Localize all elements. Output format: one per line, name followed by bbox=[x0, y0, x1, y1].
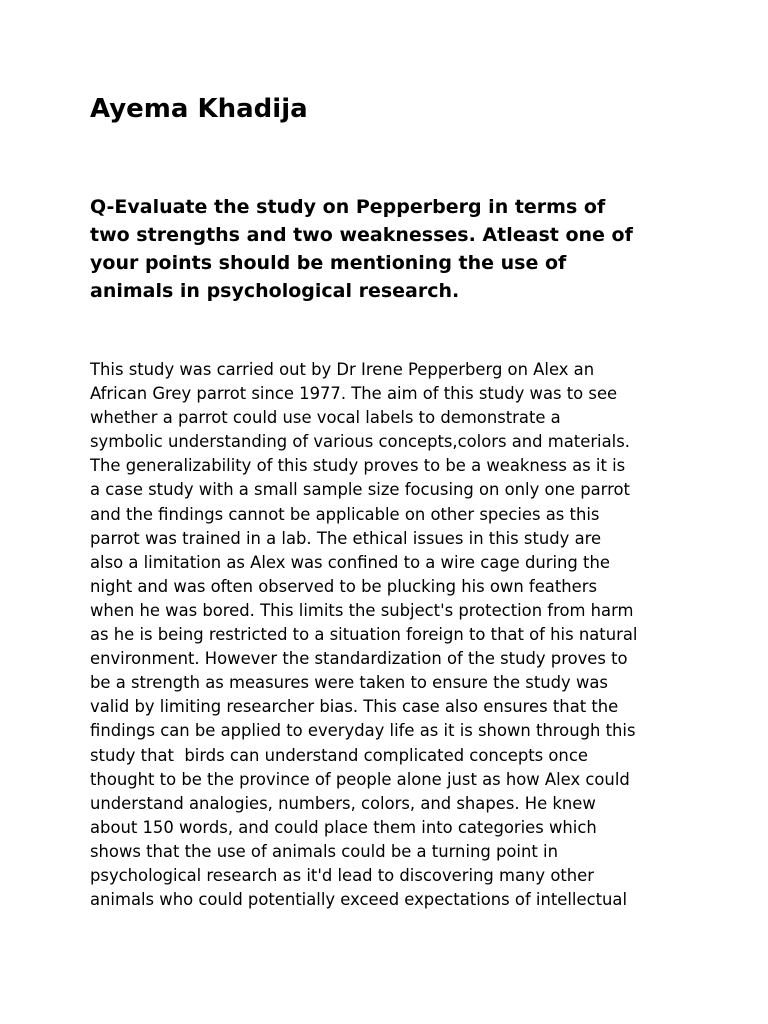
body-line: a case study with a small sample size focusing on only one parrot bbox=[90, 480, 630, 500]
body-line: and the findings cannot be applicable on other species as this bbox=[90, 504, 600, 524]
body-line: also a limitation as Alex was confined to a wire cage during the bbox=[90, 552, 610, 572]
body-line: shows that the use of animals could be a turning point in bbox=[90, 841, 558, 861]
question-line: Q-Evaluate the study on Pepperberg in terms of bbox=[90, 196, 606, 218]
body-line: environment. However the standardization of the study proves to bbox=[90, 649, 628, 669]
question-heading bbox=[90, 193, 690, 305]
body-line: findings can be applied to everyday life as it is shown through this bbox=[90, 721, 636, 741]
body-line: when he was bored. This limits the subject's protection from harm bbox=[90, 600, 634, 620]
body-line: be a strength as measures were taken to ensure the study was bbox=[90, 673, 608, 693]
body-line: as he is being restricted to a situation foreign to that of his natural bbox=[90, 625, 638, 645]
question-line: your points should be mentioning the use of bbox=[90, 252, 567, 274]
body-line: thought to be the province of people alone just as how Alex could bbox=[90, 769, 630, 789]
question-line: two strengths and two weaknesses. Atleast one of bbox=[90, 224, 633, 246]
body-line: animals who could potentially exceed expectations of intellectual bbox=[90, 890, 627, 910]
body-line: parrot was trained in a lab. The ethical issues in this study are bbox=[90, 528, 602, 548]
body-line: African Grey parrot since 1977. The aim of this study was to see bbox=[90, 384, 618, 404]
body-line: symbolic understanding of various concepts,colors and materials. bbox=[90, 432, 630, 452]
body-line: study that birds can understand complicated concepts once bbox=[90, 745, 588, 765]
body-line: about 150 words, and could place them into categories which bbox=[90, 817, 597, 837]
body-line: This study was carried out by Dr Irene Pepperberg on Alex an bbox=[90, 360, 595, 379]
body-line: whether a parrot could use vocal labels to demonstrate a bbox=[90, 408, 561, 428]
body-line: understand analogies, numbers, colors, and shapes. He knew bbox=[90, 793, 596, 813]
body-line: valid by limiting researcher bias. This case also ensures that the bbox=[90, 697, 619, 717]
body-line: night and was often observed to be plucking his own feathers bbox=[90, 576, 597, 596]
body-line: psychological research as it'd lead to discovering many other bbox=[90, 865, 594, 885]
body-line: The generalizability of this study proves to be a weakness as it is bbox=[90, 456, 626, 476]
question-line: animals in psychological research. bbox=[90, 280, 460, 302]
essay-body bbox=[90, 358, 730, 912]
author-name: Ayema Khadija bbox=[90, 94, 308, 124]
